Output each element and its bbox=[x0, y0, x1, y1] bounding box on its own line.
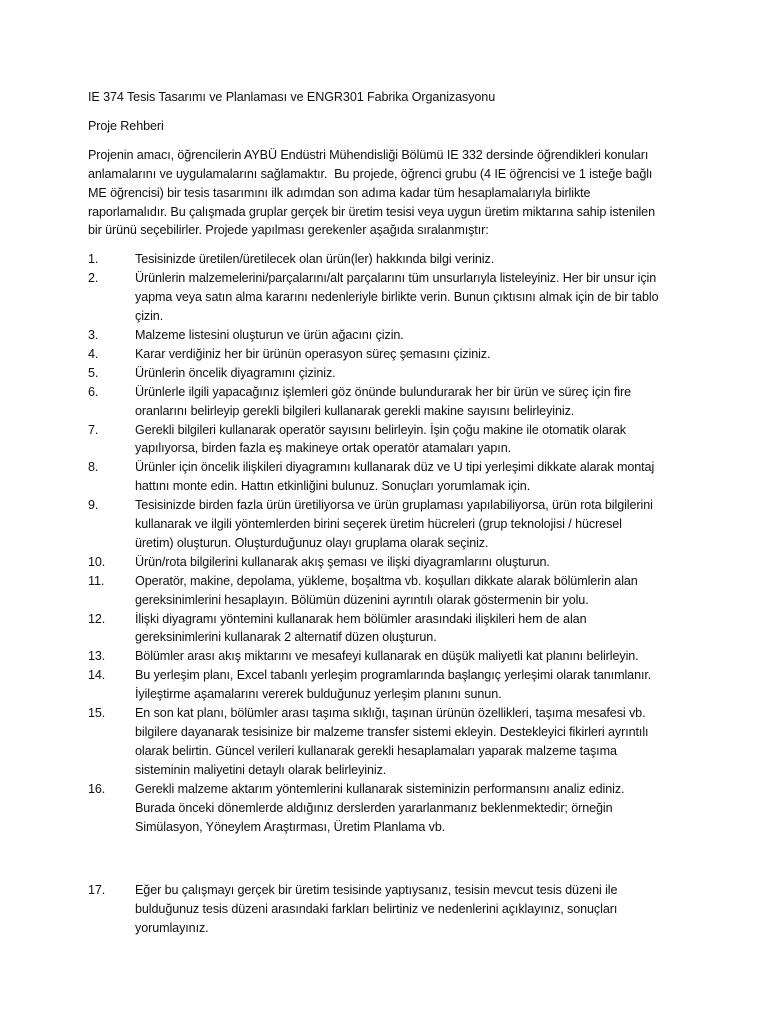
list-item bbox=[88, 704, 688, 780]
intro-line: raporlamalıdır. Bu çalışmada gruplar gerçek bir üretim tesisi veya uygun üretim miktarına sahip istenilen bbox=[88, 204, 655, 219]
list-item-text bbox=[135, 345, 688, 364]
list-item-line: oranlarını belirleyip gerekli bilgileri kullanarak gerekli makine sayısını belirleyiniz. bbox=[135, 403, 575, 418]
list-item bbox=[88, 383, 688, 421]
list-item-text bbox=[135, 269, 688, 326]
list-item-line: bulduğunuz tesis düzeni arasındaki farkları belirtiniz ve nedenlerini açıklayınız, sonuçları bbox=[135, 902, 618, 917]
list-item-number: 9. bbox=[88, 498, 99, 513]
list-item-text bbox=[135, 496, 688, 553]
list-item bbox=[88, 421, 688, 459]
list-item-number: 10. bbox=[88, 554, 106, 569]
list-item bbox=[88, 647, 688, 666]
list-item-number: 17. bbox=[88, 883, 106, 898]
list-item-line: yapma veya satın alma kararını nedenleriyle birlikte verin. Bunun çıktısını almak için de bir tablo bbox=[135, 290, 659, 305]
list-item-line: İlişki diyagramı yöntemini kullanarak hem bölümler arasındaki ilişkileri hem de alan bbox=[135, 611, 587, 626]
list-item bbox=[88, 553, 688, 572]
list-item-line: Eğer bu çalışmayı gerçek bir üretim tesisinde yaptıysanız, tesisin mevcut tesis düzeni ile bbox=[135, 883, 618, 898]
list-item-line: gereksinimlerini kullanarak 2 alternatif düzen oluşturun. bbox=[135, 630, 437, 645]
list-item-text bbox=[135, 458, 688, 496]
list-item-line: olarak belirtin. Güncel verileri kullanarak gerekli hesaplamaları yaparak malzeme taşıma bbox=[135, 743, 617, 758]
list-item-text bbox=[135, 647, 688, 666]
list-item-text bbox=[135, 364, 688, 383]
list-item-text bbox=[135, 421, 688, 459]
list-item-line: Burada önceki dönemlerde aldığınız derslerden yararlanmanız beklenmektedir; örneğin bbox=[135, 800, 613, 815]
document-page bbox=[88, 88, 688, 938]
list-item bbox=[88, 666, 688, 704]
list-item-number: 11. bbox=[88, 573, 105, 588]
intro-line: bir ürünü seçebilirler. Projede yapılması gerekenler aşağıda sıralanmıştır: bbox=[88, 223, 489, 238]
list-item-number: 1. bbox=[88, 252, 99, 267]
document-title: IE 374 Tesis Tasarımı ve Planlaması ve ENGR301 Fabrika Organizasyonu bbox=[88, 90, 496, 104]
list-item-text bbox=[135, 553, 688, 572]
list-item-text bbox=[135, 326, 688, 345]
list-item-number: 8. bbox=[88, 460, 99, 475]
list-item-line: Ürünlerle ilgili yapacağınız işlemleri göz önünde bulundurarak her bir ürün ve süreç için fire bbox=[135, 384, 632, 399]
list-item-line: Simülasyon, Yöneylem Araştırması, Üretim Planlama vb. bbox=[135, 819, 446, 834]
list-item-number: 7. bbox=[88, 422, 99, 437]
list-item-number: 6. bbox=[88, 384, 99, 399]
list-item-line: Gerekli bilgileri kullanarak operatör sayısını belirleyin. İşin çoğu makine ile otomatik olarak bbox=[135, 422, 626, 437]
list-item bbox=[88, 345, 688, 364]
list-item bbox=[88, 572, 688, 610]
list-item-line: yapılıyorsa, birden fazla eş makineye ortak operatör atamaları yapın. bbox=[135, 441, 512, 456]
list-item-line: Ürünlerin malzemelerini/parçalarını/alt parçalarını tüm unsurlarıyla listeleyiniz. Her bir unsur için bbox=[135, 271, 657, 286]
list-item-line: üretim) oluşturun. Oluşturduğunuz olayı gruplama olarak seçiniz. bbox=[135, 535, 489, 550]
list-item-number: 3. bbox=[88, 327, 99, 342]
list-item-number: 12. bbox=[88, 611, 106, 626]
list-item-line: Karar verdiğiniz her bir ürünün operasyon süreç şemasını çiziniz. bbox=[135, 346, 491, 361]
list-item-line: Bölümler arası akış miktarını ve mesafeyi kullanarak en düşük maliyetli kat planını belirleyin. bbox=[135, 649, 639, 664]
list-item-line: Ürün/rota bilgilerini kullanarak akış şeması ve ilişki diyagramlarını oluşturun. bbox=[135, 554, 550, 569]
list-item bbox=[88, 881, 688, 938]
list-item-text bbox=[135, 610, 688, 648]
list-item-line: Malzeme listesini oluşturun ve ürün ağacını çizin. bbox=[135, 327, 404, 342]
list-item-line: En son kat planı, bölümler arası taşıma sıklığı, taşınan ürünün özellikleri, taşıma mesafesi vb. bbox=[135, 706, 646, 721]
list-item-number: 13. bbox=[88, 649, 106, 664]
intro-line: Projenin amacı, öğrencilerin AYBÜ Endüstri Mühendisliği Bölümü IE 332 dersinde öğrendikleri konuları bbox=[88, 147, 649, 162]
list-item-line: sisteminin maliyetini detaylı olarak belirleyiniz. bbox=[135, 762, 387, 777]
list-item-line: çizin. bbox=[135, 309, 164, 324]
list-item-line: Bu yerleşim planı, Excel tabanlı yerleşim programlarında başlangıç yerleşimi olarak tanımlanır. bbox=[135, 668, 652, 683]
list-item-number: 14. bbox=[88, 668, 106, 683]
list-item-line: Tesisinizde birden fazla ürün üretiliyorsa ve ürün gruplaması yapılabiliyorsa, ürün rota bilgilerini bbox=[135, 498, 653, 513]
intro-line: anlamalarını ve uygulamalarını sağlamaktır. Bu projede, öğrenci grubu (4 IE öğrencisi ve 1 isteğe bağlı bbox=[88, 166, 653, 181]
list-item bbox=[88, 780, 688, 837]
list-item-line: Gerekli malzeme aktarım yöntemlerini kullanarak sisteminizin performansını analiz ediniz. bbox=[135, 781, 625, 796]
intro-line: ME öğrencisi) bir tesis tasarımını ilk adımdan son adıma kadar tüm hesaplamalarıyla birlikte bbox=[88, 185, 591, 200]
list-item-text bbox=[135, 572, 688, 610]
list-item bbox=[88, 364, 688, 383]
task-list bbox=[88, 250, 688, 938]
list-item-text bbox=[135, 704, 688, 780]
list-item-line: Ürünlerin öncelik diyagramını çiziniz. bbox=[135, 365, 336, 380]
list-item-line: Ürünler için öncelik ilişkileri diyagramını kullanarak düz ve U tipi yerleşimi dikkate alarak montaj bbox=[135, 460, 655, 475]
intro-paragraph bbox=[88, 146, 688, 241]
list-item-line: hattını monte edin. Hattın etkinliğini bulunuz. Sonuçları yorumlamak için. bbox=[135, 479, 531, 494]
list-item-line: İyileştirme aşamalarını vererek bulduğunuz yerleşim planını sunun. bbox=[135, 687, 502, 702]
list-item-number: 15. bbox=[88, 706, 106, 721]
list-item-text bbox=[135, 250, 688, 269]
list-item bbox=[88, 610, 688, 648]
list-item-line: yorumlayınız. bbox=[135, 921, 209, 936]
list-item-number: 16. bbox=[88, 781, 106, 796]
list-item bbox=[88, 250, 688, 269]
list-item-number: 4. bbox=[88, 346, 99, 361]
document-subtitle: Proje Rehberi bbox=[88, 118, 164, 133]
list-item-line: kullanarak ve ilgili yöntemlerden birini seçerek üretim hücreleri (grup teknolojisi / hücresel bbox=[135, 517, 622, 532]
list-item bbox=[88, 458, 688, 496]
list-item bbox=[88, 269, 688, 326]
list-item-line: Operatör, makine, depolama, yükleme, boşaltma vb. koşulları dikkate alarak bölümlerin alan bbox=[135, 573, 638, 588]
list-item-text bbox=[135, 881, 688, 938]
list-item-text bbox=[135, 383, 688, 421]
list-item-number: 5. bbox=[88, 365, 99, 380]
list-item bbox=[88, 496, 688, 553]
list-item-text bbox=[135, 780, 688, 837]
list-item bbox=[88, 326, 688, 345]
list-item-text bbox=[135, 666, 688, 704]
list-item-number: 2. bbox=[88, 271, 99, 286]
list-item-line: gereksinimlerini hesaplayın. Bölümün düzenini ayrıntılı olarak göstermenin bir yolu. bbox=[135, 592, 589, 607]
list-item-line: Tesisinizde üretilen/üretilecek olan ürün(ler) hakkında bilgi veriniz. bbox=[135, 252, 495, 267]
list-item-line: bilgilere dayanarak tesisinize bir malzeme transfer sistemi ekleyin. Destekleyici fikirleri ayrıntılı bbox=[135, 725, 649, 739]
